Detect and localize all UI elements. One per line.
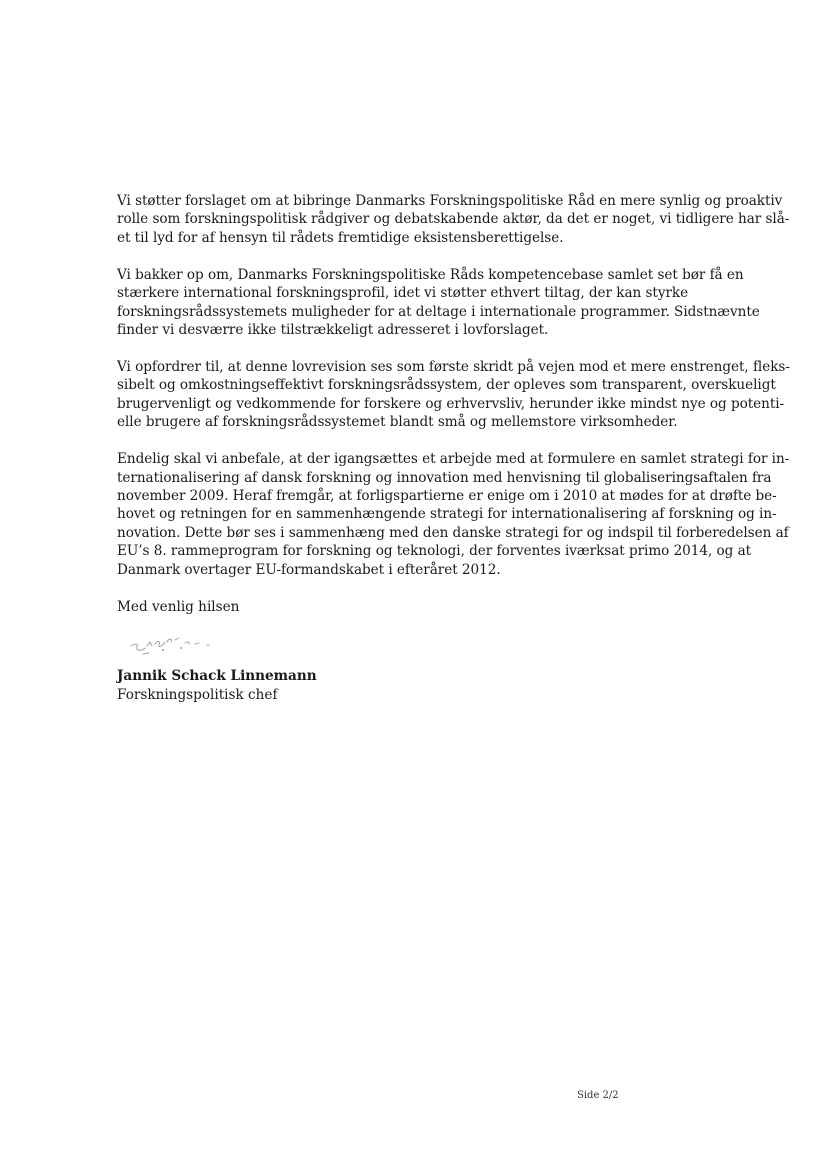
paragraph-2 <box>117 266 760 340</box>
paragraph-line: Vi bakker op om, Danmarks Forskningspolitiske Råds kompetencebase samlet set bør få en <box>117 266 744 283</box>
paragraph-line: forskningsrådssystemets muligheder for at deltage i internationale programmer. Sidstnævnte <box>117 303 760 320</box>
letter-body <box>117 192 790 704</box>
paragraph-line: elle brugere af forskningsrådssystemet blandt små og mellemstore virksomheder. <box>117 414 678 431</box>
closing-salutation: Med venlig hilsen <box>117 598 240 615</box>
signer-name: Jannik Schack Linnemann <box>117 668 317 685</box>
paragraph-line: Vi støtter forslaget om at bibringe Danmarks Forskningspolitiske Råd en mere synlig og proaktiv <box>117 193 783 209</box>
paragraph-line: finder vi desværre ikke tilstrækkeligt adresseret i lovforslaget. <box>117 322 549 339</box>
paragraph-line: Vi opfordrer til, at denne lovrevision ses som første skridt på vejen mod et mere enstrenget, fleks- <box>117 359 790 376</box>
paragraph-line: EU’s 8. rammeprogram for forskning og teknologi, der forventes iværksat primo 2014, og at <box>117 543 752 560</box>
page-number: Side 2/2 <box>577 1090 619 1101</box>
paragraph-line: brugervenligt og vedkommende for forskere og erhvervsliv, herunder ikke mindst nye og potenti- <box>117 395 785 412</box>
paragraph-line: novation. Dette bør ses i sammenhæng med den danske strategi for og indspil til forberedelsen af <box>117 524 789 541</box>
paragraph-1 <box>117 192 790 247</box>
paragraph-line: et til lyd for af hensyn til rådets fremtidige eksistensberettigelse. <box>117 229 564 246</box>
paragraph-line: stærkere international forskningsprofil, idet vi støtter ethvert tiltag, der kan styrke <box>117 285 689 302</box>
paragraph-line: ternationalisering af dansk forskning og innovation med henvisning til globaliseringsaftalen fra <box>117 469 772 486</box>
paragraph-4 <box>117 450 790 579</box>
paragraph-line: rolle som forskningspolitisk rådgiver og debatskabende aktør, da det er noget, vi tidligere har slå- <box>117 211 790 228</box>
paragraph-line: Endelig skal vi anbefale, at der igangsættes et arbejde med at formulere en samlet strategi for in- <box>117 451 790 468</box>
signer-title: Forskningspolitisk chef <box>117 686 278 703</box>
paragraph-line: sibelt og omkostningseffektivt forskningsrådssystem, der opleves som transparent, overskueligt <box>117 377 776 394</box>
handwritten-signature-icon <box>125 626 245 660</box>
paragraph-line: Danmark overtager EU-formandskabet i efteråret 2012. <box>117 561 501 578</box>
paragraph-line: hovet og retningen for en sammenhængende strategi for internationalisering af forskning og in- <box>117 506 777 523</box>
paragraph-line: november 2009. Heraf fremgår, at forligspartierne er enige om i 2010 at mødes for at drøfte be- <box>117 488 777 505</box>
paragraph-3 <box>117 358 790 432</box>
